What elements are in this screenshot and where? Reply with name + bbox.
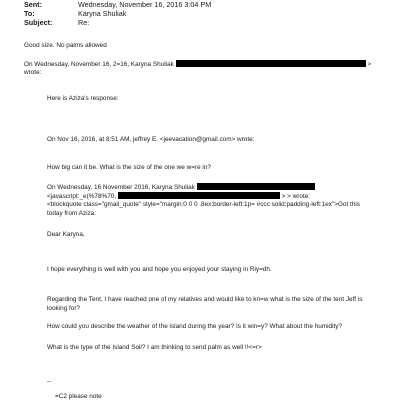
header-sent-row bbox=[24, 0, 211, 9]
line-how-big: How big can it be. What is the size of the one we w=re in? bbox=[47, 164, 211, 171]
line-javascript-text: <javascript:_e(%78%70, bbox=[47, 193, 117, 200]
line-good-size: Good size. No palms allowed bbox=[24, 42, 107, 49]
redaction-bar bbox=[176, 60, 366, 67]
line-dear-karyna: Dear Karyna, bbox=[47, 231, 85, 238]
header-subject-row bbox=[24, 18, 89, 27]
line-on-wednesday-1-text: On Wednesday, November 16, 2=16, Karyna Shuliak bbox=[24, 61, 174, 68]
sent-value: Wednesday, November 16, 2016 3:04 PM bbox=[78, 0, 212, 9]
line-please-note: =C2 please note bbox=[55, 393, 102, 400]
line-hope: I hope everything is well with you and hope you enjoyed your staying in Riy=dh. bbox=[47, 266, 272, 273]
line-weather: How could you describe the weather of the island during the year? Is it win=y? What about the humidity? bbox=[47, 323, 343, 330]
to-label: To: bbox=[24, 9, 35, 18]
to-value: Karyna Shuliak bbox=[78, 9, 127, 18]
subject-value: Re: bbox=[78, 18, 90, 27]
sent-label: Sent: bbox=[24, 0, 42, 9]
redaction-bar bbox=[118, 192, 280, 199]
line-on-wednesday-1 bbox=[24, 60, 371, 70]
subject-label: Subject: bbox=[24, 18, 53, 27]
redaction-bar bbox=[197, 183, 315, 190]
line-javascript-end: > > wrote: bbox=[281, 193, 311, 200]
line-regarding-tent: Regarding the Tent, I have reached one of my relatives and would like to kn=w what is the size of the tent Jeff is looking for? bbox=[47, 296, 363, 312]
line-soil: What is the type of the Island Soil? I am thinking to send palm as well !!<=r> bbox=[47, 344, 262, 351]
line-on-wednesday-1-end: > bbox=[367, 61, 372, 68]
line-on-wednesday-2-text: On Wednesday, 16 November 2016, Karyna Shuliak bbox=[47, 184, 195, 191]
line-blockquote: <blockquote class="gmail_quote" style="margin:0 0 0 .8ex;border-left:1p= #ccc solid;padding-left:1ex">Got this bbox=[47, 201, 360, 208]
header-to-row bbox=[24, 9, 126, 18]
line-on-nov-16: On Nov 16, 2016, at 8:51 AM, jeffrey E. <jeevacation@gmail.com> wrote: bbox=[47, 136, 255, 143]
line-today-from-aziza: today from Aziza: bbox=[47, 210, 97, 217]
line-dash: -- bbox=[47, 378, 52, 385]
line-wrote-1: wrote: bbox=[24, 69, 42, 76]
line-aziza-response: Here is Aziza's response: bbox=[47, 95, 119, 102]
